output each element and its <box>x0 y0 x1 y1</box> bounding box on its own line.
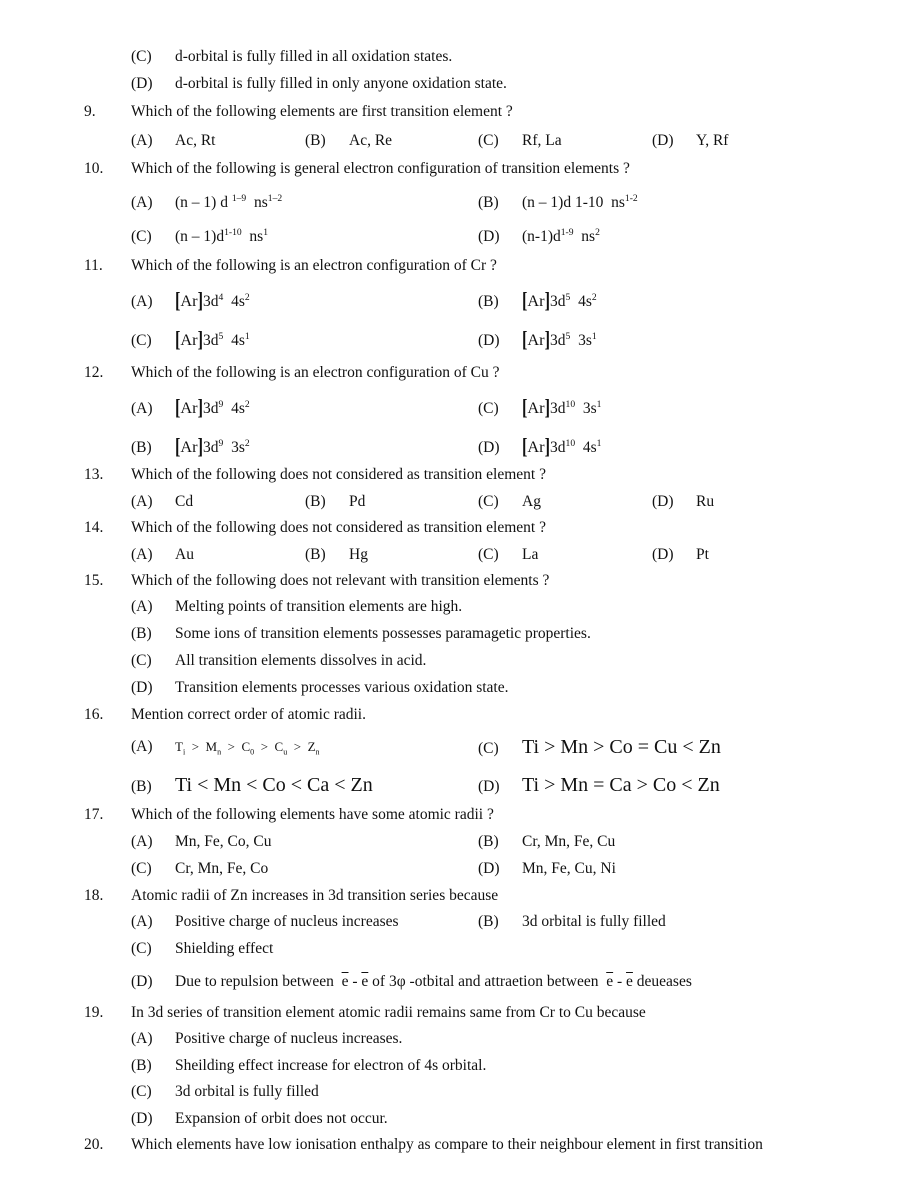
question-number: 12. <box>84 364 104 381</box>
question-text: Which elements have low ionisation enthalpy as compare to their neighbour element in first transition <box>131 1136 763 1153</box>
q17-option-a: (A) Mn, Fe, Co, Cu <box>131 833 272 850</box>
q9-option-d: (D) Y, Rf <box>652 132 729 149</box>
q10-option-a: (A) (n – 1) d $^{1-9}$ $ns^{1-2}$ <box>131 192 283 211</box>
question-number: 20. <box>84 1136 104 1153</box>
q11-option-b: (B) $[Ar]3d^5$ $4s^2$ <box>478 288 597 313</box>
question-number: 11. <box>84 257 103 274</box>
q15-option-a: (A) Melting points of transition elements are high. <box>131 598 463 615</box>
question-text: Which of the following elements have some atomic radii ? <box>131 806 494 823</box>
q19-option-c: (C) 3d orbital is fully filled <box>131 1083 319 1100</box>
q16-option-a: (A) $T_i > M_n > C_0 > C_u > Z_n$ <box>131 738 320 757</box>
q18-option-a: (A) Positive charge of nucleus increases <box>131 913 399 930</box>
q13-option-d: (D) Ru <box>652 493 715 510</box>
question-text: Which of the following is an electron configuration of Cu ? <box>131 364 500 381</box>
q17-option-d: (D) Mn, Fe, Cu, Ni <box>478 860 616 877</box>
q10-option-d: (D) $(n-1)d^{1-9}$ $ns^2$ <box>478 226 600 245</box>
q13-option-c: (C) Ag <box>478 493 541 510</box>
q13-option-b: (B) Pd <box>305 493 366 510</box>
question-text: Which of the following is an electron configuration of Cr ? <box>131 257 497 274</box>
question-number: 16. <box>84 706 104 723</box>
question-number: 10. <box>84 160 104 177</box>
q16-option-d: (D) Ti > Mn = Ca > Co < Zn <box>478 774 720 796</box>
q12-option-c: (C) $[Ar]3d^{10}$ $3s^1$ <box>478 395 602 420</box>
question-text: Atomic radii of Zn increases in 3d transition series because <box>131 887 499 904</box>
q13-option-a: (A) Cd <box>131 493 194 510</box>
question-text: Which of the following is general electron configuration of transition elements ? <box>131 160 630 177</box>
question-number: 18. <box>84 887 104 904</box>
q18-option-c: (C) Shielding effect <box>131 940 274 957</box>
q16-option-b: (B) Ti < Mn < Co < Ca < Zn <box>131 774 373 796</box>
question-number: 13. <box>84 466 104 483</box>
question-text: Which of the following does not relevant with transition elements ? <box>131 572 550 589</box>
q9-option-c: (C) Rf, La <box>478 132 562 149</box>
question-number: 19. <box>84 1004 104 1021</box>
question-text: In 3d series of transition element atomic radii remains same from Cr to Cu because <box>131 1004 646 1021</box>
q11-option-a: (A) $[Ar]3d^4$ $4s^2$ <box>131 288 250 313</box>
q12-option-a: (A) $[Ar]3d^9$ $4s^2$ <box>131 395 250 420</box>
q19-option-d: (D) Expansion of orbit does not occur. <box>131 1110 388 1127</box>
q8-option-d: (D) d-orbital is fully filled in only anyone oxidation state. <box>131 75 507 92</box>
q12-option-d: (D) $[Ar]3d^{10}$ $4s^1$ <box>478 434 602 459</box>
q11-option-d: (D) $[Ar]3d^5$ $3s^1$ <box>478 327 597 352</box>
q10-option-c: (C) $(n - 1)d^{1-10}$ $ns^1$ <box>131 226 269 245</box>
q10-option-b: (B) (n – 1)d 1-10 $ns^{1-2}$ <box>478 192 638 211</box>
q11-option-c: (C) $[Ar]3d^5$ $4s^1$ <box>131 327 250 352</box>
q19-option-b: (B) Sheilding effect increase for electron of 4s orbital. <box>131 1057 487 1074</box>
q15-option-c: (C) All transition elements dissolves in acid. <box>131 652 427 669</box>
q8-option-c: (C) d-orbital is fully filled in all oxidation states. <box>131 48 453 65</box>
question-number: 14. <box>84 519 104 536</box>
q19-option-a: (A) Positive charge of nucleus increases. <box>131 1030 403 1047</box>
q18-option-d: (D) Due to repulsion between $\overline{e} - \overline{e}$ of 3φ -otbital and attraetion between $\overline{e} - \overline{e}$ deueases <box>131 973 692 990</box>
q14-option-d: (D) Pt <box>652 546 709 563</box>
question-number: 17. <box>84 806 104 823</box>
q14-option-c: (C) La <box>478 546 539 563</box>
q9-option-a: (A) Ac, Rt <box>131 132 216 149</box>
question-text: Which of the following does not considered as transition element ? <box>131 519 546 536</box>
q16-option-c: (C) Ti > Mn > Co = Cu < Zn <box>478 736 721 758</box>
question-text: Which of the following does not considered as transition element ? <box>131 466 546 483</box>
question-number: 9. <box>84 103 96 120</box>
q15-option-d: (D) Transition elements processes various oxidation state. <box>131 679 509 696</box>
q15-option-b: (B) Some ions of transition elements possesses paramagetic properties. <box>131 625 591 642</box>
q12-option-b: (B) $[Ar]3d^9$ $3s^2$ <box>131 434 250 459</box>
q17-option-c: (C) Cr, Mn, Fe, Co <box>131 860 269 877</box>
q14-option-a: (A) Au <box>131 546 194 563</box>
question-text: Which of the following elements are first transition element ? <box>131 103 513 120</box>
question-text: Mention correct order of atomic radii. <box>131 706 366 723</box>
question-number: 15. <box>84 572 104 589</box>
q18-option-b: (B) 3d orbital is fully filled <box>478 913 666 930</box>
q17-option-b: (B) Cr, Mn, Fe, Cu <box>478 833 616 850</box>
q14-option-b: (B) Hg <box>305 546 368 563</box>
q9-option-b: (B) Ac, Re <box>305 132 393 149</box>
